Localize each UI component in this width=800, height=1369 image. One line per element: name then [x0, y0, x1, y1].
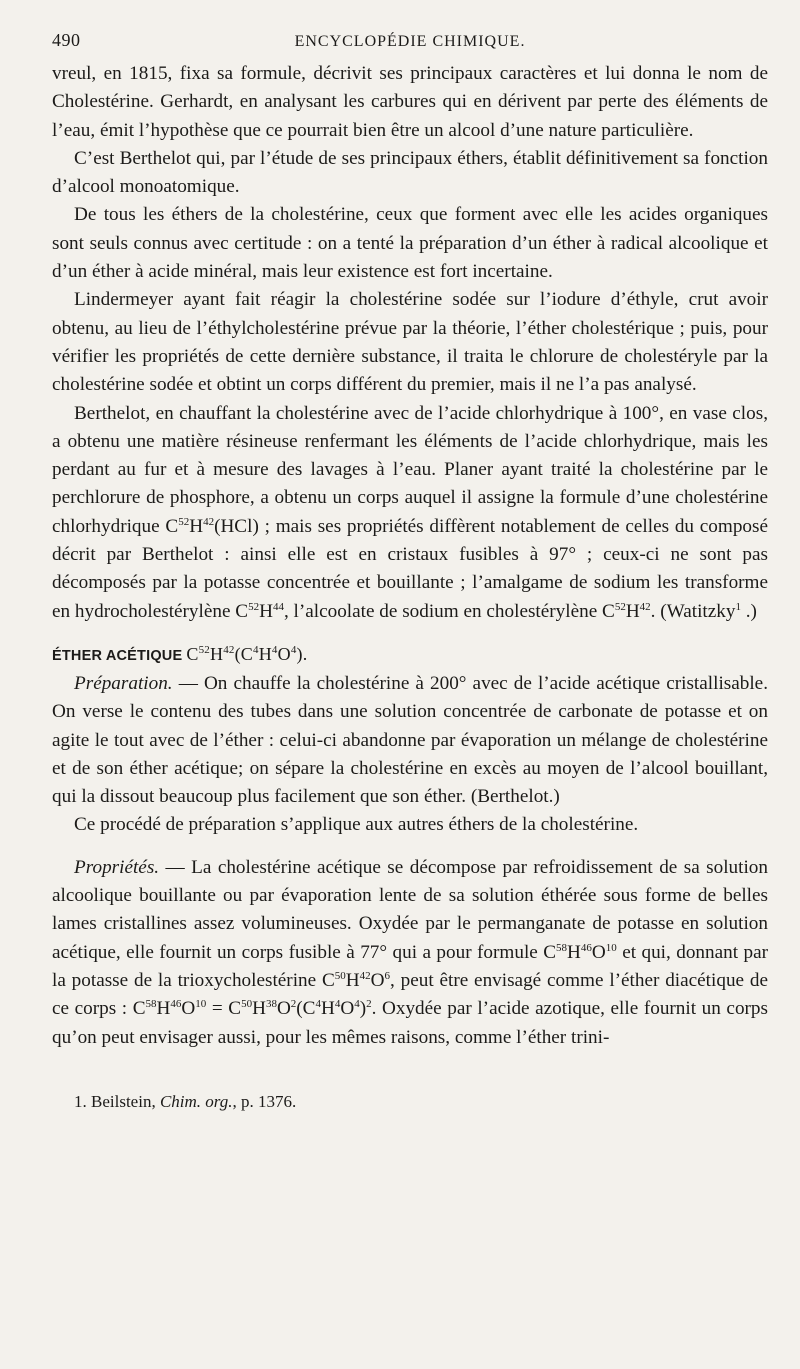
- formula-superscript: 52: [614, 600, 626, 613]
- formula-superscript: 52: [248, 600, 260, 613]
- formula-superscript: 44: [272, 600, 284, 613]
- page-number: 490: [52, 30, 81, 50]
- footnote-page: , p. 1376.: [232, 1091, 297, 1111]
- subheading-properties: Propriétés.: [74, 856, 160, 878]
- text-run: .): [740, 600, 757, 622]
- running-head: ENCYCLOPÉDIE CHIMIQUE.: [294, 33, 526, 50]
- paragraph: Lindermeyer ayant fait réagir la cholestérine sodée sur l’iodure d’éthyle, crut avoir obtenu, au lieu de l’éthylcholestérine prévue par la théorie, l’éther cholestérique ; puis, pour vérifier les propriétés de cette dernière substance, il traita le chlorure de cholestéryle par la cholestérine sodée et obtint un corps différent du premier, mais il ne l’a pas analysé.: [52, 289, 768, 396]
- footnote-journal: Chim. org.: [159, 1091, 233, 1111]
- paragraph-properties: Propriétés. — La cholestérine acétique se décompose par refroidissement de sa solution alcoolique bouillante ou par évaporation lente de sa solution éthérée sous forme de belles lames cristallines assez volumineuses. Oxydée par le permanganate de potasse en solution acétique, elle fournit un corps fusible à 77° qui a pour formule $C^{58}H^{46}O^{10}$ et qui, donnant par la potasse de la trioxycholestérine $C^{50}H^{42}O^6$, peut être envisagé comme l’éther diacétique de ce corps : $C^{58}H^{46}O^{10} = C^{50}H^{38}O^2(C^4H^4O^4)^2$. Oxydée par l’acide azotique, elle fournit un corps qu’on peut envisager aussi, pour les mêmes raisons, comme l’éther trini-: [52, 856, 768, 1048]
- paragraph: C’est Berthelot qui, par l’étude de ses principaux éthers, établit définitivement sa fonction d’alcool monoatomique.: [52, 147, 768, 198]
- text-run: Berthelot, en chauffant la cholestérine avec de l’acide chlorhydrique à 100°, en vase clos, a obtenu une matière résineuse renfermant les éléments de l’acide chlorhydrique, mais les perdant au fur et à mesure des lavages à l’eau. Planer ayant traité la cholestérine par le perchlorure de phosphore, a obtenu un corps auquel il assigne la formule d’une cholestérine chlorhydrique C: [52, 402, 768, 537]
- footnote: [52, 1090, 768, 1114]
- paragraph: De tous les éthers de la cholestérine, ceux que forment avec elle les acides organiques sont seuls connus avec certitude : on a tenté la préparation d’un éther à radical alcoolique et d’un éther à acide minéral, mais leur existence est fort incertaine.: [52, 204, 768, 283]
- text-run: . (Watitzky: [650, 600, 736, 622]
- text-run: — On chauffe la cholestérine à 200° avec de l’acide acétique cristallisable. On verse le contenu des tubes dans une solution concentrée de carbonate de potasse et on agite le tout avec de l’éther : celui-ci abandonne par évaporation un mélange de cholestérine et de son éther acétique; on sépare la cholestérine en excès au moyen de l’alcool bouillant, qui la dissout beaucoup plus facilement que son éther. (Berthelot.): [52, 672, 768, 808]
- section-heading: [52, 640, 768, 670]
- text-run: mais ses propriétés diffèrent notablement de celles du composé décrit par Berthelot : ainsi elle est en cristaux fusibles à 97° ; ceux-ci ne sont pas décomposés par la potasse concentrée et bouillante ; l’amalgame de sodium les transforme en hydrocholestérylène C: [52, 515, 768, 622]
- section-formula: $C^{52}H^{42}(C^4H^4O^4)$.: [186, 643, 308, 664]
- formula-superscript: 42: [203, 515, 215, 528]
- text-run: (HCl) ;: [214, 515, 270, 537]
- page-header: [52, 30, 768, 60]
- body-text: [52, 60, 768, 1052]
- footnote-author: Beilstein,: [86, 1091, 160, 1111]
- footnote-reference: 1: [735, 600, 741, 613]
- section-title: ÉTHER ACÉTIQUE: [52, 647, 183, 664]
- text-run: H: [625, 600, 640, 622]
- paragraph-berthelot: [52, 400, 768, 626]
- paragraph: Ce procédé de préparation s’applique aux autres éthers de la cholestérine.: [74, 814, 639, 836]
- formula-superscript: 52: [178, 515, 190, 528]
- formula-superscript: 42: [639, 600, 651, 613]
- text-run: , l’alcoolate de sodium en cholestérylène C: [283, 600, 615, 622]
- paragraph: vreul, en 1815, fixa sa formule, décrivit ses principaux caractères et lui donna le nom de Cholestérine. Gerhardt, en analysant les carbures qui en dérivent par perte des éléments de l’eau, émit l’hypothèse que ce pourrait bien être un alcool d’une nature particulière.: [52, 63, 768, 141]
- subheading-preparation: Préparation.: [74, 672, 173, 694]
- text-run: H: [259, 600, 273, 622]
- paragraph-preparation: [52, 670, 768, 811]
- spacer: [52, 840, 768, 854]
- footnote-number: 1.: [74, 1091, 87, 1111]
- text-run: H: [189, 515, 204, 537]
